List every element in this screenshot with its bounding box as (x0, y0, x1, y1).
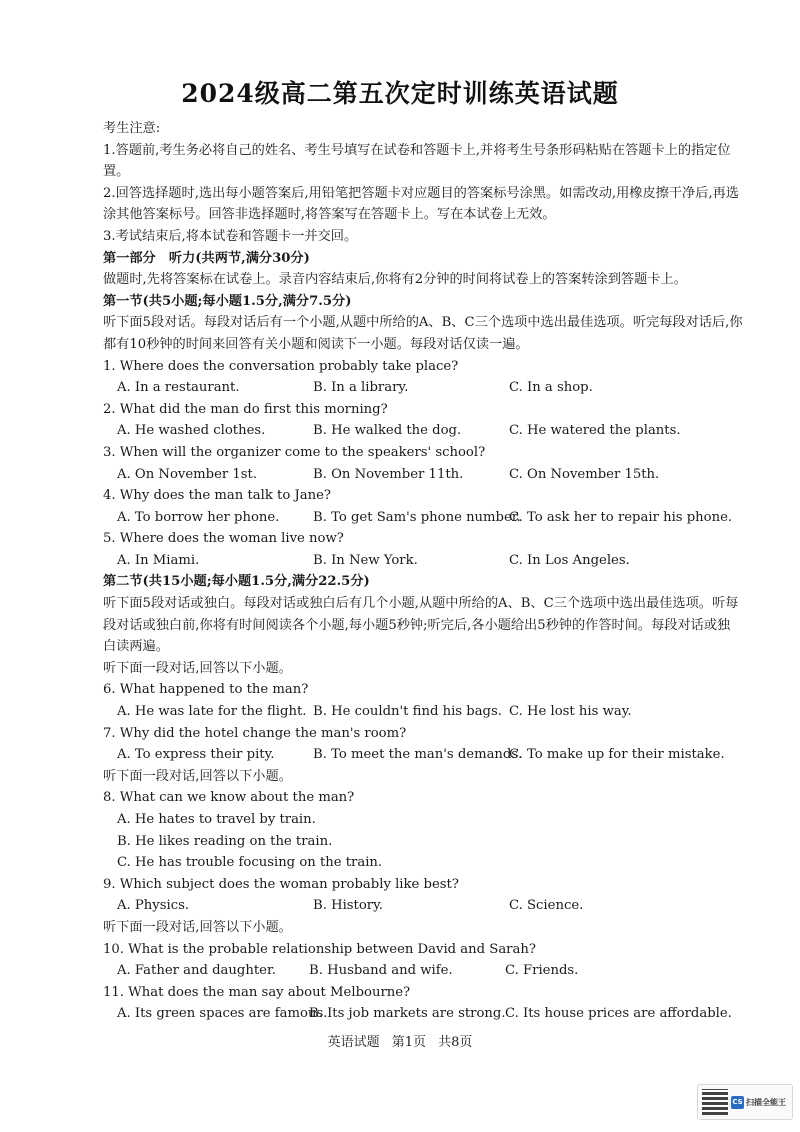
option-b: B. On November 11th. (313, 466, 464, 482)
listen-instruction: 听下面一段对话,回答以下小题。 (103, 768, 292, 784)
notice-item: 2.回答选择题时,选出每小题答案后,用铅笔把答题卡对应题目的答案标号涂黑。如需改动,用橡皮擦干净后,再选涂其他答案标号。回答非选择题时,将答案写在答题卡上。写在本试卷上无效。 (103, 185, 739, 223)
option-a: A. In Miami. (117, 552, 200, 568)
option-a: A. He washed clothes. (117, 423, 266, 439)
option-b: B. Its job markets are strong. (309, 1006, 506, 1022)
question-options (103, 507, 743, 529)
question-stem: 6. What happened to the man? (103, 682, 309, 698)
qr-code-icon (702, 1089, 728, 1115)
scanner-watermark (697, 1084, 793, 1120)
question-options (103, 377, 743, 399)
option-b: B. To get Sam's phone number. (313, 509, 521, 525)
question-stem: 7. Why did the hotel change the man's room? (103, 725, 407, 741)
option-c: C. On November 15th. (509, 466, 660, 482)
option-b: B. In New York. (313, 552, 418, 568)
option-a: A. In a restaurant. (117, 380, 240, 396)
listen-instruction: 听下面一段对话,回答以下小题。 (103, 919, 292, 935)
option-b: B. In a library. (313, 380, 409, 396)
part-heading: 第一部分 听力(共两节,满分30分) (103, 250, 310, 266)
section-heading: 第二节(共15小题;每小题1.5分,满分22.5分) (103, 574, 370, 590)
option-c: C. In Los Angeles. (509, 552, 630, 568)
question-options (103, 960, 743, 982)
question-stem: 2. What did the man do first this morning? (103, 401, 388, 417)
question-stem: 3. When will the organizer come to the speakers' school? (103, 444, 486, 460)
exam-body (103, 118, 743, 1025)
option-a: A. On November 1st. (117, 466, 258, 482)
option-b: B. He walked the dog. (313, 423, 462, 439)
option-a: A. Father and daughter. (117, 963, 276, 979)
option-c: C. Science. (509, 898, 584, 914)
option-a: A. Physics. (117, 898, 190, 914)
listen-instruction: 听下面一段对话,回答以下小题。 (103, 660, 292, 676)
footer-total: 共8页 (438, 1035, 473, 1050)
section-intro: 听下面5段对话。每段对话后有一个小题,从题中所给的A、B、C三个选项中选出最佳选项。听完每段对话后,你都有10秒钟的时间来回答有关小题和阅读下一小题。每段对话仅读一遍。 (103, 315, 743, 352)
question-options (103, 420, 743, 442)
page-title: 2024级高二第五次定时训练英语试题 (181, 79, 619, 108)
question-stem: 11. What does the man say about Melbourne? (103, 984, 411, 1000)
question-options (103, 550, 743, 572)
question-stem: 4. Why does the man talk to Jane? (103, 488, 331, 504)
footer-page: 第1页 (391, 1035, 426, 1050)
option-a: A. To express their pity. (117, 747, 275, 763)
question-stem: 9. Which subject does the woman probably like best? (103, 876, 459, 892)
option-c: C. Friends. (505, 963, 579, 979)
question-options (103, 1003, 743, 1025)
section-intro: 听下面5段对话或独白。每段对话或独白后有几个小题,从题中所给的A、B、C三个选项中选出最佳选项。听每段对话或独白前,你将有时间阅读各个小题,每小题5秒钟;听完后,各小题给出5秒钟的作答时间。每段对话或独白读两遍。 (103, 596, 739, 655)
option-c: C. He lost his way. (509, 704, 632, 720)
question-stem: 10. What is the probable relationship between David and Sarah? (103, 941, 536, 957)
option-a: A. To borrow her phone. (117, 509, 280, 525)
question-options (103, 701, 743, 723)
question-options (103, 464, 743, 486)
option-a: A. He hates to travel by train. (117, 812, 316, 827)
notice-heading: 考生注意: (103, 121, 161, 136)
option-a: A. Its green spaces are famous. (117, 1006, 328, 1022)
question-options (103, 895, 743, 917)
option-b: B. He couldn't find his bags. (313, 704, 502, 720)
question-stem: 5. Where does the woman live now? (103, 531, 344, 547)
option-c: C. Its house prices are affordable. (505, 1006, 732, 1022)
option-b: B. To meet the man's demands. (313, 747, 523, 763)
option-c: C. He watered the plants. (509, 423, 681, 439)
option-b: B. Husband and wife. (309, 963, 453, 979)
option-c: C. To ask her to repair his phone. (509, 509, 733, 525)
watermark-text: 扫描全能王 (746, 1097, 786, 1107)
question-stem: 1. Where does the conversation probably take place? (103, 358, 459, 374)
camscanner-logo-icon: CS (731, 1096, 744, 1109)
question-stem: 8. What can we know about the man? (103, 790, 355, 806)
option-b: B. He likes reading on the train. (117, 833, 333, 849)
option-c: C. He has trouble focusing on the train. (117, 855, 383, 871)
option-c: C. To make up for their mistake. (509, 747, 725, 763)
footer-subject: 英语试题 (327, 1035, 380, 1050)
option-b: B. History. (313, 898, 383, 914)
section-heading: 第一节(共5小题;每小题1.5分,满分7.5分) (103, 293, 352, 309)
option-a: A. He was late for the flight. (117, 704, 307, 720)
question-options (103, 744, 743, 766)
part-intro: 做题时,先将答案标在试卷上。录音内容结束后,你将有2分钟的时间将试卷上的答案转涂到答题卡上。 (103, 272, 687, 288)
notice-item: 3.考试结束后,将本试卷和答题卡一并交回。 (103, 228, 358, 244)
page-footer (0, 1031, 800, 1050)
option-c: C. In a shop. (509, 380, 593, 396)
notice-item: 1.答题前,考生务必将自己的姓名、考生号填写在试卷和答题卡上,并将考生号条形码粘贴在答题卡上的指定位置。 (103, 142, 731, 180)
